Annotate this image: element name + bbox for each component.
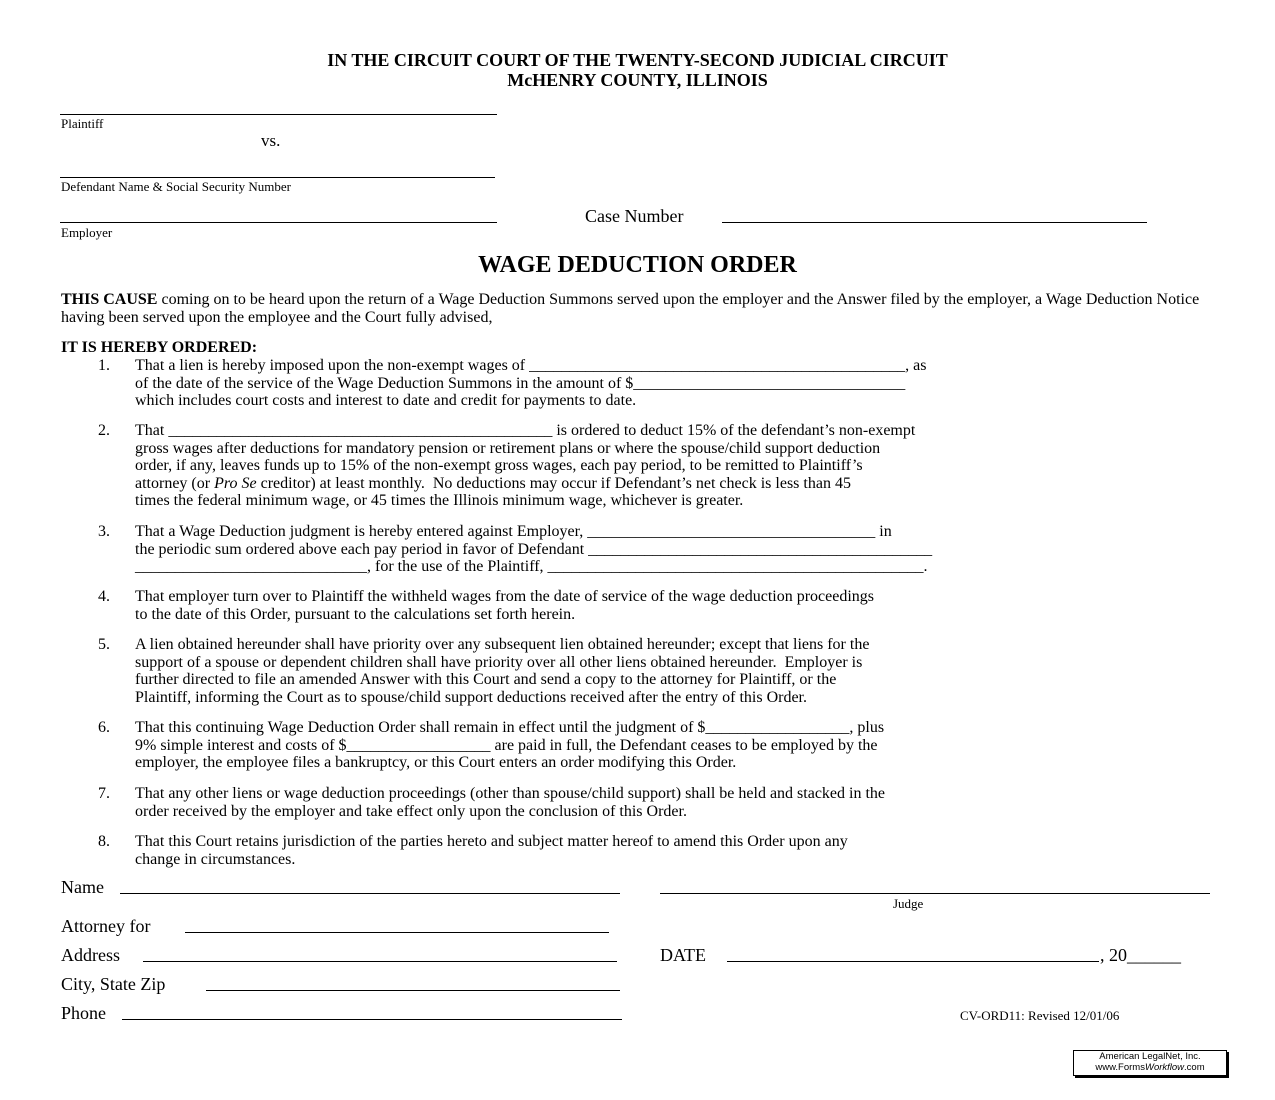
judge-signature-line[interactable] [660,893,1210,894]
address-label: Address [61,945,120,965]
item-number: 4. [98,588,110,605]
defendant-label: Defendant Name & Social Security Number [61,179,291,194]
pro-se-term: Pro Se [214,474,257,492]
phone-label: Phone [61,1003,106,1023]
name-line[interactable] [120,893,620,894]
attorney-line[interactable] [185,932,609,933]
defendant-line[interactable] [60,177,495,178]
item-2-text-a: That ________________________________________________ is ordered to deduct 15% of the defendant’s non-exempt gross wages after deductions for mandatory pension or retirement plans or where the spouse/child support deduction order, if any, leaves funds up to 15% of the non-exempt gross wages, each pay period, to be remitted to Plaintiff’s attorney (or [135,422,916,492]
name-label: Name [61,877,104,897]
order-item-6: That this continuing Wage Deduction Order shall remain in effect until the judgment of $__________________, plus 9% simple interest and costs of $__________________ are paid in full, the Defendant ceases to be employed by the employer, the employee files a bankruptcy, or this Court enters an order modifying this Order. [135,719,885,772]
date-year: , 20______ [1100,945,1181,965]
date-label: DATE [660,945,706,965]
city-label: City, State Zip [61,974,166,994]
item-number: 2. [98,422,110,439]
case-number-line[interactable] [722,222,1147,223]
intro-paragraph [61,291,1211,326]
judge-label: Judge [893,896,924,911]
employer-label: Employer [61,225,113,240]
order-item-8: That this Court retains jurisdiction of the parties hereto and subject matter hereof to amend this Order upon any change in circumstances. [135,833,848,868]
order-item-5: A lien obtained hereunder shall have priority over any subsequent lien obtained hereunder; except that liens for the support of a spouse or dependent children shall have priority over all other liens obtained hereunder. Employer is further directed to file an amended Answer with this Court and send a copy to the attorney for Plaintiff, or the Plaintiff, informing the Court as to spouse/child support deductions received after the entry of this Order. [135,636,870,706]
address-line[interactable] [143,961,617,962]
item-number: 7. [98,785,110,802]
item-number: 5. [98,636,110,653]
plaintiff-label: Plaintiff [61,116,104,131]
city-line[interactable] [206,990,620,991]
date-line[interactable] [727,961,1099,962]
order-item-1: That a lien is hereby imposed upon the non-exempt wages of _______________________________________________, as of the date of the service of the Wage Deduction Summons in the amount of $__________________________________ which includes court costs and interest to date and credit for payments to date. [135,357,927,410]
item-number: 6. [98,719,110,736]
badge-line-1: American LegalNet, Inc. [1099,1051,1201,1062]
county-heading: McHENRY COUNTY, ILLINOIS [507,70,768,90]
badge-line-2: www.FormsWorkflow.com [1095,1062,1205,1073]
order-item-4: That employer turn over to Plaintiff the withheld wages from the date of service of the wage deduction proceedings to the date of this Order, pursuant to the calculations set forth herein. [135,588,875,623]
vs-label: vs. [261,131,281,150]
item-2-text-b: creditor) at least monthly. No deductions may occur if Defendant’s net check is less than 45 times the federal minimum wage, or 45 times the Illinois minimum wage, whichever is greater. [135,474,851,510]
employer-line[interactable] [60,222,497,223]
document-title: WAGE DEDUCTION ORDER [478,252,797,278]
item-number: 1. [98,357,110,374]
case-number-label: Case Number [585,206,684,226]
ordered-heading: IT IS HEREBY ORDERED: [61,339,258,356]
item-number: 3. [98,523,110,540]
item-number: 8. [98,833,110,850]
order-item-3: That a Wage Deduction judgment is hereby entered against Employer, ____________________________________ in the periodic sum ordered above each pay period in favor of Defendant ___________________________________________ _____________________________, for the use of the Plaintiff, _______________________________________________. [135,523,933,576]
intro-text: coming on to be heard upon the return of a Wage Deduction Summons served upon the employer and the Answer filed by the employer, a Wage Deduction Notice having been served upon the employee and the Court fully advised, [61,291,1200,326]
court-heading: IN THE CIRCUIT COURT OF THE TWENTY-SECOND JUDICIAL CIRCUIT [327,50,948,70]
phone-line[interactable] [122,1019,622,1020]
american-legalnet-badge[interactable] [1073,1050,1227,1076]
plaintiff-line[interactable] [60,114,497,115]
order-item-7: That any other liens or wage deduction proceedings (other than spouse/child support) shall be held and stacked in the order received by the employer and take effect only upon the conclusion of this Order. [135,785,886,820]
intro-lead: THIS CAUSE [61,291,158,308]
attorney-label: Attorney for [61,916,151,936]
form-id: CV-ORD11: Revised 12/01/06 [960,1008,1120,1023]
order-item-2 [135,422,1215,510]
